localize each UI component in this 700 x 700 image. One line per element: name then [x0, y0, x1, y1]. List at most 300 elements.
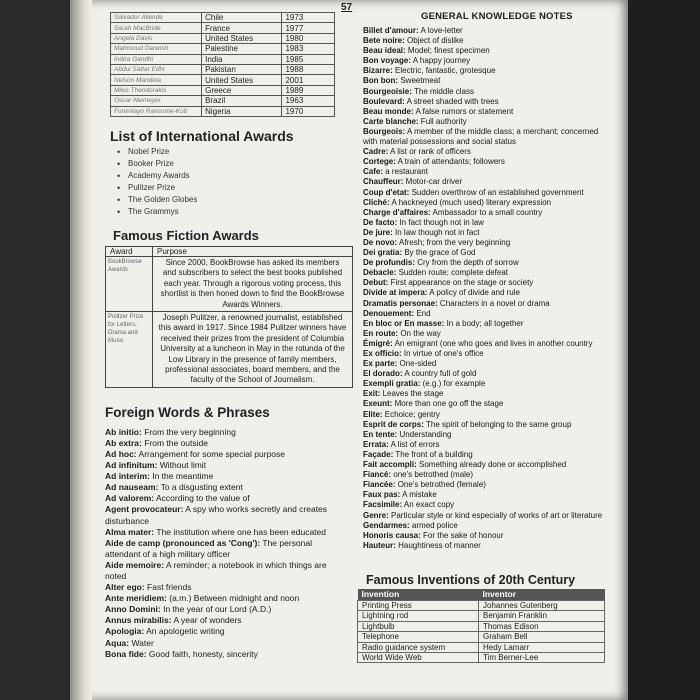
table-row [111, 75, 335, 85]
list-item [363, 511, 613, 521]
list-item [363, 188, 613, 198]
term: Beau ideal: [363, 46, 406, 56]
inventor-name: Johannes Gutenberg [479, 600, 605, 610]
list-item [363, 208, 613, 218]
definition: More than one go off the stage [392, 399, 504, 409]
term: Carte blanche: [363, 116, 419, 126]
definition: In the year of our Lord (A.D.) [160, 604, 272, 615]
list-item [105, 527, 340, 538]
definition: Sudden route; complete defeat [396, 268, 508, 278]
laureate-country: Greece [202, 85, 282, 95]
laureate-year: 1985 [282, 54, 335, 64]
invention-name: Telephone [358, 632, 479, 642]
laureate-country: United States [202, 75, 282, 85]
definition: Electric, fantastic, grotesque [392, 66, 496, 76]
definition: Cry from the depth of sorrow [415, 258, 519, 268]
definition: A member of the middle class; a merchant; concerned with material possessions and social status [363, 126, 599, 147]
definition: From the outside [141, 437, 208, 448]
award-name: Pulitzer Prize for Letters, Drama and Music [106, 311, 153, 387]
table-row [106, 311, 353, 387]
term: Émigré: [363, 338, 393, 348]
term: Faux pas: [363, 490, 401, 500]
laureate-country: Chile [202, 13, 282, 23]
column-header-award: Award [106, 246, 153, 256]
term: Ad valorem: [105, 493, 155, 504]
term: Aqua: [105, 637, 130, 648]
laureate-name: Mikis Theodorakis [111, 85, 202, 95]
term: Bourgeois: [363, 126, 406, 136]
foreign-words-heading: Foreign Words & Phrases [105, 404, 270, 420]
list-item [105, 504, 340, 526]
table-row [111, 13, 335, 23]
list-item [363, 97, 613, 107]
list-item: • Academy Awards [117, 170, 340, 182]
definition: Characters in a novel or drama [437, 298, 550, 308]
list-item [363, 248, 613, 258]
laureate-country: India [202, 54, 282, 64]
list-item: • The Golden Globes [117, 194, 340, 206]
definition: A spy who works secretly and creates disturbance [105, 504, 328, 526]
invention-name: Radio guidance system [358, 642, 479, 652]
list-item [363, 319, 613, 329]
term: De facto: [363, 217, 398, 227]
left-column [105, 12, 347, 660]
term: Bona fide: [105, 648, 147, 659]
list-item [105, 560, 340, 582]
term: Ad hoc: [105, 448, 137, 459]
laureate-year: 1977 [282, 23, 335, 33]
term: Errata: [363, 439, 389, 449]
term: Ex parte: [363, 359, 398, 369]
table-row [358, 632, 605, 642]
term: Debacle: [363, 268, 397, 278]
list-item [363, 167, 613, 177]
list-item [363, 521, 613, 531]
definition: In a body; all together [444, 318, 524, 328]
list-item [363, 87, 613, 97]
term: Chauffeur: [363, 177, 404, 187]
definition: Something already done or accomplished [416, 460, 567, 470]
term: Ad infinitum: [105, 460, 158, 471]
list-item [363, 349, 613, 359]
definition: From the very beginning [141, 426, 236, 437]
term: Aide de camp (pronounced as 'Cong'): [105, 537, 261, 548]
definition: The front of a building [393, 449, 473, 459]
definition: The middle class [411, 86, 475, 96]
definition: A street shaded with trees [404, 96, 499, 106]
list-item [363, 218, 613, 228]
list-item [105, 626, 340, 637]
column-header-purpose: Purpose [153, 246, 353, 256]
list-item [363, 127, 613, 147]
definition: A policy of divide and rule [427, 288, 520, 298]
inventor-name: Thomas Edison [479, 621, 605, 631]
term: Beau monde: [363, 106, 414, 116]
page-header [341, 2, 613, 24]
list-item [363, 36, 613, 46]
table-row [111, 33, 335, 43]
term: Cliché: [363, 197, 390, 207]
term: Billet d'amour: [363, 26, 419, 35]
list-item [363, 500, 613, 510]
definition: In law though not in fact [392, 227, 480, 237]
definition: A train of attendants; followers [395, 157, 505, 167]
list-item [363, 359, 613, 369]
term: De novo: [363, 237, 398, 247]
laureate-name: Mahmoud Darwish [111, 44, 202, 54]
definition: The spirit of belonging to the same group [423, 419, 572, 429]
list-item [105, 538, 340, 560]
term: Honoris causa: [363, 530, 421, 540]
term: Apologia: [105, 626, 145, 637]
list-item [105, 460, 340, 471]
list-item [363, 410, 613, 420]
definition: (e.g.) for example [420, 379, 486, 389]
list-item [363, 541, 613, 551]
foreign-words-list [105, 427, 340, 660]
list-item [363, 66, 613, 76]
list-item [363, 440, 613, 450]
list-item [363, 147, 613, 157]
list-item: • Booker Prize [117, 158, 340, 170]
table-row [358, 600, 605, 610]
term: Gendarmes: [363, 520, 410, 530]
laureate-country: Nigeria [202, 106, 282, 116]
list-item [105, 604, 340, 615]
term: Ante meridiem: [105, 593, 167, 604]
table-row [111, 54, 335, 64]
term: Bizarre: [363, 66, 393, 76]
international-awards-list [105, 146, 340, 218]
term: Debut: [363, 278, 389, 288]
background-edge [628, 0, 700, 700]
term: Bete noire: [363, 36, 405, 46]
list-item [363, 238, 613, 248]
definition: A happy journey [411, 56, 471, 66]
term: Esprit de corps: [363, 419, 424, 429]
term: Dei gratia: [363, 248, 403, 258]
list-item [363, 389, 613, 399]
term: El dorado: [363, 369, 403, 379]
table-header-row [106, 246, 353, 256]
definition: Motor-car driver [403, 177, 463, 187]
table-row [111, 106, 335, 116]
laureate-country: Palestine [202, 44, 282, 54]
definition: A list of errors [388, 439, 440, 449]
list-item [105, 482, 340, 493]
laureate-country: United States [202, 33, 282, 43]
definition: a restaurant [383, 167, 428, 177]
definition: Afresh; from the very beginning [397, 237, 511, 247]
term: Alter ego: [105, 582, 145, 593]
table-row [106, 256, 353, 311]
laureate-year: 1973 [282, 13, 335, 23]
invention-name: Printing Press [358, 600, 479, 610]
definition: On the way [398, 328, 441, 338]
table-row [111, 85, 335, 95]
definition: A reminder; a notebook in which things are noted [105, 559, 327, 581]
definition: Object of dislike [404, 36, 464, 46]
list-item [105, 449, 340, 460]
term: Coup d'etat: [363, 187, 410, 197]
invention-name: World Wide Web [358, 652, 479, 662]
list-item [363, 309, 613, 319]
definition: Arrangement for some special purpose [136, 448, 285, 459]
definition: Ambassador to a small country [430, 207, 543, 217]
list-item: • Pulitzer Prize [117, 182, 340, 194]
list-item: • Nobel Prize [117, 146, 340, 158]
definition: In virtue of one's office [401, 349, 484, 358]
column-header-inventor: Inventor [479, 589, 605, 601]
international-awards-heading: List of International Awards [110, 127, 294, 144]
definition: End [414, 308, 431, 318]
definition: Haughtiness of manner [395, 540, 481, 550]
term: Fait accompli: [363, 460, 417, 470]
definition: A year of wonders [171, 615, 242, 626]
laureate-name: Abdul Sattar Edhi [111, 64, 202, 74]
term: De jure: [363, 227, 393, 237]
definition: one's betrothed (male) [391, 470, 474, 480]
inventions-table [357, 589, 605, 663]
list-item [363, 76, 613, 86]
list-item [363, 26, 613, 36]
list-item [363, 198, 613, 208]
term: Ab initio: [105, 426, 142, 437]
laureate-name: Oscar Niemeyer [111, 96, 202, 106]
term: Bourgeoisie: [363, 86, 412, 96]
list-item [105, 593, 340, 604]
laureate-name: Salvador Allende [111, 13, 202, 23]
table-row [358, 621, 605, 631]
term: Agent provocateur: [105, 504, 184, 515]
definition: Echoice; gentry [382, 409, 440, 419]
term: En tente: [363, 429, 398, 439]
term: Denouement: [363, 308, 415, 318]
list-item [363, 460, 613, 470]
list-item [105, 649, 340, 660]
term: Ex officio: [363, 349, 402, 358]
award-purpose: Joseph Pulitzer, a renowned journalist, established this award in 1917. Since 1984 Pulitzer winners have received their prizes from the president of Columbia University at a luncheon in May in the rotunda of the Low Library in the presence of family members, professional associates, board members, and the faculty of the School of Journalism. [153, 311, 353, 387]
laureate-year: 1989 [282, 85, 335, 95]
definition: A false rumors or statement [413, 106, 514, 116]
list-item [105, 471, 340, 482]
table-row [358, 611, 605, 621]
laureate-country: France [202, 23, 282, 33]
definition: A country full of gold [402, 369, 477, 379]
invention-name: Lightning rod [358, 611, 479, 621]
list-item [363, 117, 613, 127]
award-name: BookBrowse Awards [106, 256, 153, 311]
term: Genre: [363, 510, 389, 520]
table-header-row [358, 589, 605, 601]
list-item [363, 228, 613, 238]
term: Boulevard: [363, 96, 405, 106]
inventor-name: Graham Bell [479, 632, 605, 642]
term: Fiancé: [363, 470, 392, 480]
gk-notes-list [363, 26, 613, 551]
definition: (a.m.) Between midnight and noon [166, 593, 300, 604]
term: Ad nauseam: [105, 482, 159, 493]
definition: Full authority [418, 116, 467, 126]
list-item [363, 278, 613, 288]
book-gutter [70, 0, 92, 700]
term: Façade: [363, 449, 394, 459]
list-item [363, 531, 613, 541]
laureate-year: 1963 [282, 96, 335, 106]
laureate-year: 1983 [282, 44, 335, 54]
laureate-name: Angela Davis [111, 33, 202, 43]
laureate-name: Indira Gandhi [111, 54, 202, 64]
definition: In fact though not in law [397, 217, 484, 227]
list-item [363, 258, 613, 268]
laureate-year: 1970 [282, 106, 335, 116]
definition: First appearance on the stage or society [388, 278, 534, 288]
definition: In the meantime [149, 471, 214, 482]
inventor-name: Tim Berner-Lee [479, 652, 605, 662]
inventions-heading: Famous Inventions of 20th Century [366, 572, 576, 587]
definition: The institution where one has been educated [154, 526, 326, 537]
list-item: • The Grammys [117, 206, 340, 218]
definition: Understanding [397, 429, 452, 439]
definition: armed police [409, 520, 458, 530]
right-column [341, 2, 613, 663]
table-row [111, 23, 335, 33]
term: De profundis: [363, 258, 415, 268]
list-item [105, 493, 340, 504]
term: Divide at impera: [363, 288, 428, 298]
laureates-table [110, 12, 335, 117]
term: Exempli gratia: [363, 379, 421, 389]
term: Charge d'affaires: [363, 207, 431, 217]
definition: A list or rank of officers [388, 147, 471, 157]
table-row [358, 652, 605, 662]
fiction-awards-heading: Famous Fiction Awards [113, 227, 259, 243]
term: Cortege: [363, 157, 396, 167]
laureate-country: Brazil [202, 96, 282, 106]
definition: Good faith, honesty, sincerity [146, 648, 258, 659]
definition: An exact copy [402, 500, 455, 510]
table-row [111, 96, 335, 106]
definition: One-sided [397, 359, 437, 369]
list-item [363, 450, 613, 460]
term: Fiancée: [363, 480, 396, 490]
definition: Without limit [157, 460, 207, 471]
award-purpose: Since 2000, BookBrowse has asked its members and subscribers to select the best books published each year. Through a rigorous voting process, this shortlist is then honed down to find the BookBrowse Awards Winners. [153, 256, 353, 311]
definition: A mistake [400, 490, 437, 500]
table-row [111, 64, 335, 74]
laureate-year: 1988 [282, 64, 335, 74]
fiction-awards-table [105, 246, 353, 388]
laureate-year: 1980 [282, 33, 335, 43]
list-item [105, 438, 340, 449]
term: Hauteur: [363, 540, 396, 550]
term: Cafe: [363, 167, 384, 177]
definition: Leaves the stage [380, 389, 444, 399]
term: Alma mater: [105, 526, 155, 537]
term: Bon bon: [363, 76, 399, 86]
definition: Fast friends [144, 582, 192, 593]
term: Bon voyage: [363, 56, 412, 66]
term: Ad interim: [105, 471, 150, 482]
term: Dramatis personae: [363, 298, 438, 308]
definition: Model; finest specimen [405, 46, 490, 56]
definition: An emigrant (one who goes and lives in another country [392, 338, 593, 348]
term: En bloc or En masse: [363, 318, 445, 328]
list-item [363, 490, 613, 500]
table-row [111, 44, 335, 54]
term: Exeunt: [363, 399, 393, 409]
definition: A hackneyed (much used) literary expression [389, 197, 552, 207]
list-item [363, 470, 613, 480]
list-item [105, 427, 340, 438]
term: Exit: [363, 389, 381, 399]
laureate-name: Sarah MacBride [111, 23, 202, 33]
laureate-name: Nelson Mandela [111, 75, 202, 85]
term: Annus mirabilis: [105, 615, 172, 626]
list-item [363, 299, 613, 309]
inventor-name: Hedy Lamarr [479, 642, 605, 652]
invention-name: Lightbulb [358, 621, 479, 631]
page-number: 57 [341, 2, 353, 13]
definition: The personal attendant of a high military officer [105, 537, 312, 559]
list-item [363, 177, 613, 187]
definition: According to the value of [154, 493, 250, 504]
column-header-invention: Invention [358, 589, 479, 601]
inventor-name: Benjamin Franklin [479, 611, 605, 621]
term: Ab extra: [105, 437, 142, 448]
definition: A love-letter [418, 26, 463, 35]
term: Elite: [363, 409, 383, 419]
definition: Sweetmeat [398, 76, 441, 86]
list-item [363, 46, 613, 56]
list-item [363, 399, 613, 409]
list-item [363, 420, 613, 430]
term: Cadre: [363, 147, 389, 157]
definition: An apologetic writing [144, 626, 225, 637]
list-item [105, 615, 340, 626]
list-item [363, 339, 613, 349]
term: Anno Domini: [105, 604, 161, 615]
laureate-country: Pakistan [202, 64, 282, 74]
laureate-name: Funmilayo Ransome-Kuti [111, 106, 202, 116]
term: Facsimile: [363, 500, 403, 510]
definition: For the sake of honour [420, 530, 504, 540]
list-item [363, 56, 613, 66]
list-item [363, 369, 613, 379]
definition: Sudden overthrow of an established government [409, 187, 584, 197]
page-title: GENERAL KNOWLEDGE NOTES [421, 11, 573, 22]
definition: By the grace of God [402, 248, 476, 258]
list-item [363, 268, 613, 278]
definition: One's betrothed (female) [395, 480, 486, 490]
list-item [363, 379, 613, 389]
term: Aide memoire: [105, 559, 165, 570]
list-item [363, 329, 613, 339]
table-row [358, 642, 605, 652]
definition: Particular style or kind especially of works of art or literature [388, 510, 603, 520]
list-item [105, 638, 340, 649]
list-item [363, 157, 613, 167]
list-item [363, 430, 613, 440]
definition: Water [129, 637, 154, 648]
definition: To a disgusting extent [158, 482, 243, 493]
list-item [363, 288, 613, 298]
list-item [363, 480, 613, 490]
term: En route: [363, 328, 399, 338]
list-item [105, 582, 340, 593]
list-item [363, 107, 613, 117]
laureate-year: 2001 [282, 75, 335, 85]
